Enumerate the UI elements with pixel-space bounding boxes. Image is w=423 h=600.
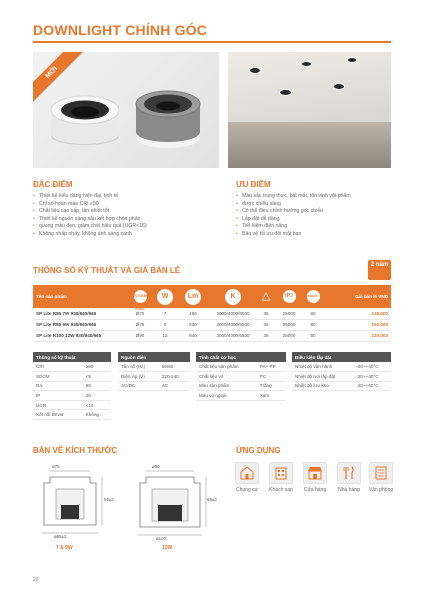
cell-beam: 36 — [255, 319, 277, 330]
title-divider — [33, 41, 391, 43]
list-item: • Bảo vệ tối ưu đôi mắt bạn — [236, 231, 394, 239]
table-row — [33, 381, 111, 391]
list-item: • Chỉ số hoàn màu CRI ≥90 — [33, 201, 213, 209]
table-row — [33, 372, 111, 382]
dim-bottom-large: ø100 — [156, 536, 167, 541]
warranty-badge — [368, 260, 391, 280]
spec-value: AC — [159, 381, 190, 391]
spec-value: PA+ PP — [257, 362, 286, 372]
price-table-header — [33, 285, 391, 308]
spec-value: <5 — [83, 372, 111, 382]
application-item — [232, 462, 262, 493]
warranty-text: 2 năm — [370, 262, 389, 268]
spec-value: 20 — [83, 391, 111, 401]
table-heading: Thông số kỹ thuật — [33, 352, 111, 362]
cell-cri: 80 — [301, 319, 325, 330]
spec-label: IP — [33, 391, 83, 401]
col-price: Giá bán lẻ VNĐ — [355, 294, 388, 299]
cell-size: Ø75 — [125, 308, 155, 319]
spec-label: Kết nối Driver — [33, 410, 83, 420]
application-item — [334, 462, 364, 493]
table-row — [33, 319, 391, 330]
tech-spec-table — [33, 352, 111, 420]
list-item: • quang màu đen, giảm chói hiệu quả (UGR<16) — [33, 223, 213, 231]
spec-label: Màu vỏ ngoài — [196, 391, 257, 401]
application-label: Cửa hàng — [303, 487, 327, 493]
cell-lumen: 840 — [175, 330, 211, 341]
application-item — [300, 462, 330, 493]
downlight-spot — [250, 68, 260, 73]
application-item — [366, 462, 396, 493]
spec-label: Màu sản phẩm — [196, 381, 257, 391]
table-row — [292, 362, 391, 372]
spec-value: PC — [257, 372, 286, 382]
cell-lumen: 490 — [175, 308, 211, 319]
table-row — [292, 381, 391, 391]
cell-cct: 3000/4000/6500 — [211, 319, 255, 330]
spec-label: AC/DC — [118, 381, 159, 391]
specs-heading: THÔNG SỐ KỸ THUẬT VÀ GIÁ BÁN LẺ — [33, 266, 181, 275]
hotel-icon — [269, 462, 293, 484]
drawing-large — [134, 463, 214, 541]
spec-label: Chất liệu vỏ — [196, 372, 257, 382]
product-photo — [33, 52, 219, 168]
application-item — [266, 462, 296, 493]
shop-icon — [303, 462, 327, 484]
spec-label: Nhiệt độ nơi lắp đặt — [292, 372, 353, 382]
spec-label: Nhiệt độ lưu kho — [292, 381, 353, 391]
spec-label: Điện Áp (V) — [118, 372, 159, 382]
table-row — [33, 400, 111, 410]
list-item: • Tiết kiệm điện năng — [236, 223, 394, 231]
cell-cri: 50 — [301, 330, 325, 341]
table-row — [196, 372, 286, 382]
flicker-free-icon: FLICKER FREE — [134, 290, 147, 303]
spec-label: SDCM — [33, 372, 83, 382]
spec-value: -20~+60°C — [353, 381, 391, 391]
spec-label: Chất liệu sản phẩm — [196, 362, 257, 372]
lifetime-icon: tPJ — [283, 290, 296, 303]
cell-size: Ø75 — [125, 319, 155, 330]
table-heading: Tính chất cơ học — [196, 352, 286, 362]
wall — [228, 122, 391, 168]
page-number: 22 — [33, 577, 39, 583]
cell-life: 25000 — [277, 330, 301, 341]
list-item: • Chất liệu cao cấp, tản nhiệt tốt — [33, 208, 213, 216]
dim-height-small: 55±3 — [104, 497, 114, 502]
table-row — [196, 362, 286, 372]
table-row — [118, 362, 190, 372]
application-label: Văn phòng — [368, 487, 394, 493]
cell-watt: 7 — [155, 308, 175, 319]
power-table — [118, 352, 190, 391]
spec-label: CRI — [33, 362, 83, 372]
variant-label-small: 7 & 9W — [56, 545, 73, 551]
table-row — [33, 391, 111, 401]
installation-photo — [228, 52, 391, 168]
dim-bottom-small: ø85±2 — [54, 534, 67, 539]
list-item: • Thiết kế nguồn sáng sâu kết hợp chóa phản — [33, 216, 213, 224]
downlight-spot — [348, 58, 356, 62]
downlight-spot — [334, 84, 344, 89]
cell-price: 220.000 — [325, 330, 391, 341]
advantages-heading: ƯU ĐIỂM — [236, 180, 271, 189]
list-item: • Có thể điều chỉnh hướng góc chiếu — [236, 208, 394, 216]
cell-lumen: 630 — [175, 319, 211, 330]
applications-heading: ỨNG DỤNG — [236, 446, 281, 455]
cell-price: 160.000 — [325, 319, 391, 330]
apartment-icon — [235, 462, 259, 484]
spec-value: ≥90 — [83, 362, 111, 372]
new-badge: MỚI — [33, 52, 83, 104]
features-heading: ĐẶC ĐIỂM — [33, 180, 73, 189]
cell-watt: 12 — [155, 330, 175, 341]
product-name: SP Lite R85 9W 930/940/965 — [33, 319, 125, 330]
spec-value: -20~+40°C — [353, 372, 391, 382]
table-row — [196, 391, 286, 401]
dim-height-large: 65±3 — [207, 497, 217, 502]
office-icon — [369, 462, 393, 484]
cell-life: 25000 — [277, 308, 301, 319]
list-item: • Không nhấp nháy, không ánh sáng xanh — [33, 231, 213, 239]
table-row — [33, 410, 111, 420]
spec-value: Trắng — [257, 381, 286, 391]
kelvin-icon: K — [225, 289, 241, 305]
cell-size: Ø90 — [125, 330, 155, 341]
lumen-icon: Lm — [185, 289, 201, 305]
features-list — [33, 193, 213, 239]
mechanical-table — [196, 352, 286, 401]
application-label: Khách sạn — [269, 487, 293, 493]
table-heading: Điều kiện lắp đặt — [292, 352, 391, 362]
spec-value: Xám — [257, 391, 286, 401]
dim-top-large: ø90 — [152, 464, 160, 469]
table-row — [118, 372, 190, 382]
spec-value: 90 — [83, 381, 111, 391]
downlight-spot — [280, 90, 291, 95]
table-row — [118, 381, 190, 391]
list-item: • được chiếu sáng — [236, 201, 394, 209]
cell-cct: 3000/4000/6500 — [211, 330, 255, 341]
cell-cct: 3000/4000/6500 — [211, 308, 255, 319]
spec-label: UGR — [33, 400, 83, 410]
spec-value: -20~+40°C — [353, 362, 391, 372]
cell-beam: 36 — [255, 308, 277, 319]
list-item: • Thiết kế kiểu dáng hiện đại, tinh tế — [33, 193, 213, 201]
table-row — [33, 308, 391, 319]
table-row — [292, 372, 391, 382]
watt-icon: W — [157, 289, 173, 305]
spec-value: 220-240 — [159, 372, 190, 382]
application-label: Chung cư — [236, 487, 258, 493]
dim-top-small: ø75 — [52, 464, 60, 469]
list-item: • Màu sắc trung thực, bắt mắt, tôn vinh vật phẩm — [236, 193, 394, 201]
table-heading: Nguồn điện — [118, 352, 190, 362]
drawings-heading: BẢN VẼ KÍCH THƯỚC — [33, 446, 118, 455]
price-table — [33, 285, 391, 342]
downlight-spot — [302, 62, 311, 66]
table-row — [33, 362, 111, 372]
cell-watt: 9 — [155, 319, 175, 330]
cri-icon: hours — [307, 290, 320, 303]
spec-value: Không — [83, 410, 111, 420]
spec-value: 50/60 — [159, 362, 190, 372]
product-name: SP Lite R100 12W 930/940/965 — [33, 330, 125, 341]
list-item: • Lắp đặt dễ dàng — [236, 216, 394, 224]
cell-life: 25000 — [277, 319, 301, 330]
variant-label-large: 12W — [162, 545, 173, 551]
page-title: DOWNLIGHT CHÍNH GÓC — [33, 22, 208, 38]
drawing-small — [36, 463, 114, 541]
spec-value: <16 — [83, 400, 111, 410]
cell-cri: 80 — [301, 308, 325, 319]
spec-label: Nhiệt độ vận hành — [292, 362, 353, 372]
product-name: SP Lite R85 7W 930/940/965 — [33, 308, 125, 319]
application-label: Nhà hàng — [338, 487, 360, 493]
spec-label: Tần số (Hz) — [118, 362, 159, 372]
col-name: Tên sản phẩm — [36, 294, 67, 299]
table-row — [196, 381, 286, 391]
restaurant-icon — [337, 462, 361, 484]
beam-angle-icon: △ — [261, 290, 271, 302]
table-row — [33, 330, 391, 341]
advantages-list — [236, 193, 394, 239]
installation-table — [292, 352, 391, 391]
spec-label: Ra — [33, 381, 83, 391]
cell-beam: 36 — [255, 330, 277, 341]
cell-price: 148.000 — [325, 308, 391, 319]
